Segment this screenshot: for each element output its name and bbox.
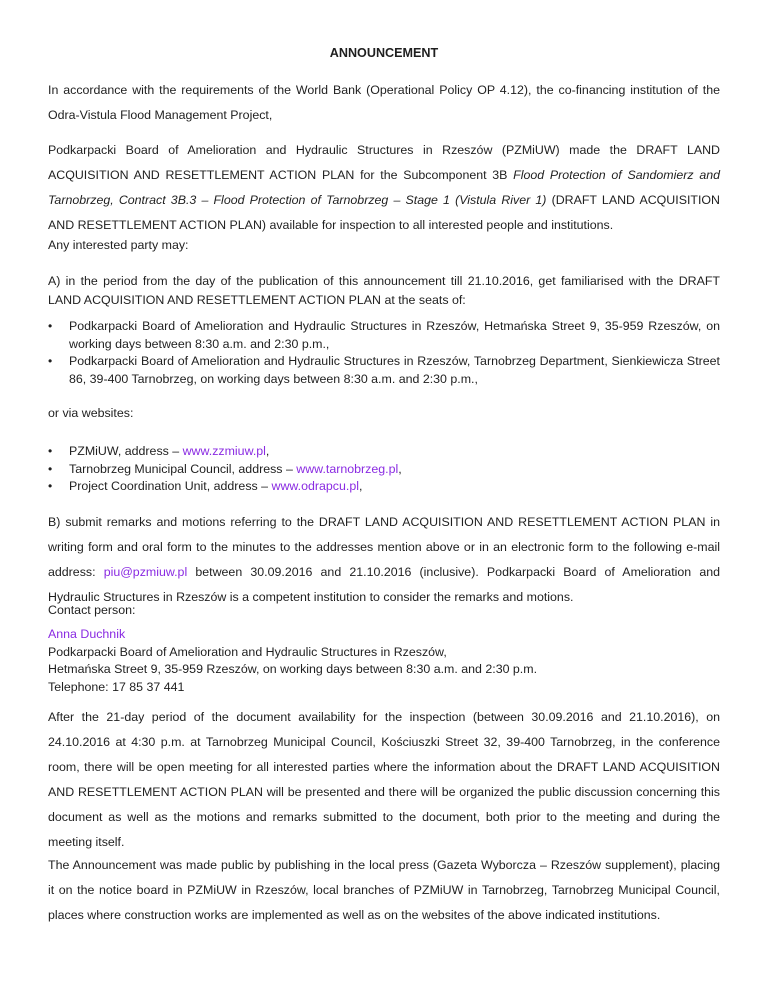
seats-list <box>48 318 720 388</box>
meeting-paragraph: After the 21-day period of the document availability for the inspection (between 30.09.2016 and 21.10.2016), on 24.10.2016 at 4:30 p.m. at Tarnobrzeg Municipal Council, Kościuszki Street 32, 39-400 Tarnobrzeg, in the conference room, there will be open meeting for all interested parties where the information about the DRAFT LAND ACQUISITION AND RESETTLEMENT ACTION PLAN will be presented and there will be organized the public discussion concerning this document as well as the motions and remarks submitted to the document, both prior to the meeting and during the meeting itself. <box>48 710 720 849</box>
list-item: • Podkarpacki Board of Amelioration and Hydraulic Structures in Rzeszów, Tarnobrzeg Department, Sienkiewicza Street 86, 39-400 Tarnobrzeg, on working days between 8:30 a.m. and 2:30 p.m., <box>48 353 720 388</box>
plan-text-start: Podkarpacki Board of Amelioration and Hydraulic Structures in Rzeszów (PZMiUW) made the DRAFT LAND ACQUISITION AND RESETTLEMENT ACTION PLAN for the Subcomponent 3B <box>48 143 720 182</box>
section-b-text-end: between 30.09.2016 and 21.10.2016 (inclusive). Podkarpacki Board of Amelioration and Hydraulic Structures in Rzeszów is a competent institution to consider the remarks and motions. <box>48 565 721 604</box>
list-item <box>48 443 720 461</box>
contact-phone: Telephone: 17 85 37 441 <box>48 679 185 694</box>
via-websites-text: or via websites: <box>48 406 134 420</box>
email-link[interactable]: piu@pzmiuw.pl <box>103 565 188 579</box>
contact-block <box>48 626 720 696</box>
contact-address: Hetmańska Street 9, 35-959 Rzeszów, on working days between 8:30 a.m. and 2:30 p.m. <box>48 662 538 676</box>
website-label: PZMiUW, address – <box>69 444 183 458</box>
list-item: • Podkarpacki Board of Amelioration and Hydraulic Structures in Rzeszów, Hetmańska Street 9, 35-959 Rzeszów, on working days between 8:30 a.m. and 2:30 p.m., <box>48 318 720 353</box>
website-link-tarnobrzeg[interactable]: www.tarnobrzeg.pl <box>296 461 399 476</box>
list-item <box>48 461 720 479</box>
contact-organization: Podkarpacki Board of Amelioration and Hydraulic Structures in Rzeszów, <box>48 644 447 659</box>
contact-label: Contact person: <box>48 603 136 617</box>
websites-list <box>48 443 720 496</box>
website-label: Project Coordination Unit, address – <box>69 479 272 493</box>
website-label: Tarnobrzeg Municipal Council, address – <box>69 461 297 476</box>
intro-paragraph: In accordance with the requirements of the World Bank (Operational Policy OP 4.12), the co-financing institution of the Odra-Vistula Flood Management Project, <box>48 83 720 122</box>
website-link-pzmiuw[interactable]: www.zzmiuw.pl <box>182 444 266 458</box>
list-punctuation: , <box>398 461 402 476</box>
publication-paragraph: The Announcement was made public by publishing in the local press (Gazeta Wyborcza – Rzeszów supplement), placing it on the notice board in PZMiUW in Rzeszów, local branches of PZMiUW in Tarnobrzeg, Tarnobrzeg Municipal Council, places where construction works are implemented as well as on the websites of the above indicated institutions. <box>48 858 720 922</box>
section-b-paragraph <box>48 510 720 610</box>
plan-availability-paragraph <box>48 138 720 238</box>
list-punctuation: , <box>265 444 270 458</box>
plan-text-end: (DRAFT LAND ACQUISITION AND RESETTLEMENT ACTION PLAN) available for inspection to all interested people and institutions. <box>48 193 720 232</box>
subcomponent-title: Flood Protection of Sandomierz and Tarnobrzeg, Contract 3B.3 – Flood Protection of Tarnobrzeg – Stage 1 (Vistula River 1) <box>48 168 720 207</box>
page-title: ANNOUNCEMENT <box>329 46 439 60</box>
any-party-text: Any interested party may: <box>48 238 189 252</box>
list-punctuation: , <box>358 479 363 493</box>
list-item <box>48 478 720 496</box>
website-link-odrapcu[interactable]: www.odrapcu.pl <box>271 479 359 493</box>
section-b-text-start: B) submit remarks and motions referring to the DRAFT LAND ACQUISITION AND RESETTLEMENT ACTION PLAN in writing form and oral form to the minutes to the addresses mention above or in an electronic form to the following e-mail address: <box>48 515 720 579</box>
contact-name: Anna Duchnik <box>48 627 126 641</box>
section-a-paragraph: A) in the period from the day of the publication of this announcement till 21.10.2016, get familiarised with the DRAFT LAND ACQUISITION AND RESETTLEMENT ACTION PLAN at the seats of: <box>48 274 720 307</box>
